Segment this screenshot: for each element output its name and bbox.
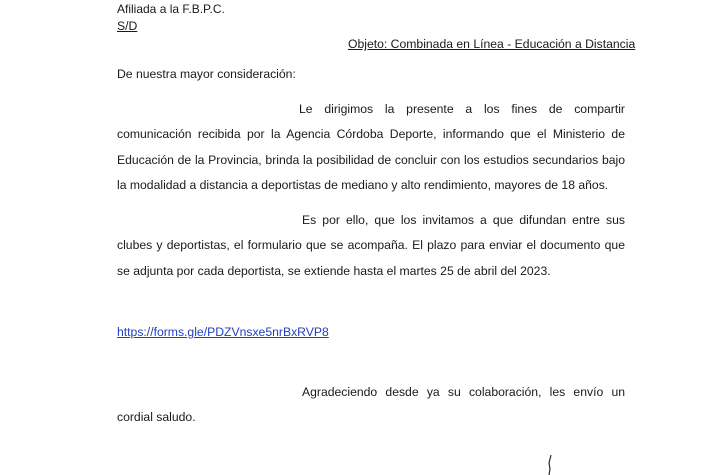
form-link[interactable]: https://forms.gle/PDZVnsxe5nrBxRVP8 xyxy=(117,325,329,339)
closing-paragraph: Agradeciendo desde ya su colaboración, les envío un cordial saludo. xyxy=(117,385,625,425)
recipient-line: S/D xyxy=(117,19,138,33)
body-paragraph-1: Le dirigimos la presente a los fines de compartir comunicación recibida por la Agencia Córdoba Deporte, informando que el Ministerio de Educación de la Provincia, brinda la posibilidad de concluir con los estudios secundarios bajo la modalidad a distancia a deportistas de mediano y alto rendimiento, mayores de 18 años. xyxy=(117,102,625,192)
body-paragraph-2: Es por ello, que los invitamos a que difundan entre sus clubes y deportistas, el formulario que se acompaña. El plazo para enviar el documento que se adjunta por cada deportista, se extiende hasta el martes 25 de abril del 2023. xyxy=(117,213,625,278)
subject-line: Objeto: Combinada en Línea - Educación a Distancia xyxy=(348,37,636,51)
greeting-line: De nuestra mayor consideración: xyxy=(117,67,296,81)
signature-stroke xyxy=(548,455,552,475)
affiliation-line: Afiliada a la F.B.P.C. xyxy=(117,2,225,16)
